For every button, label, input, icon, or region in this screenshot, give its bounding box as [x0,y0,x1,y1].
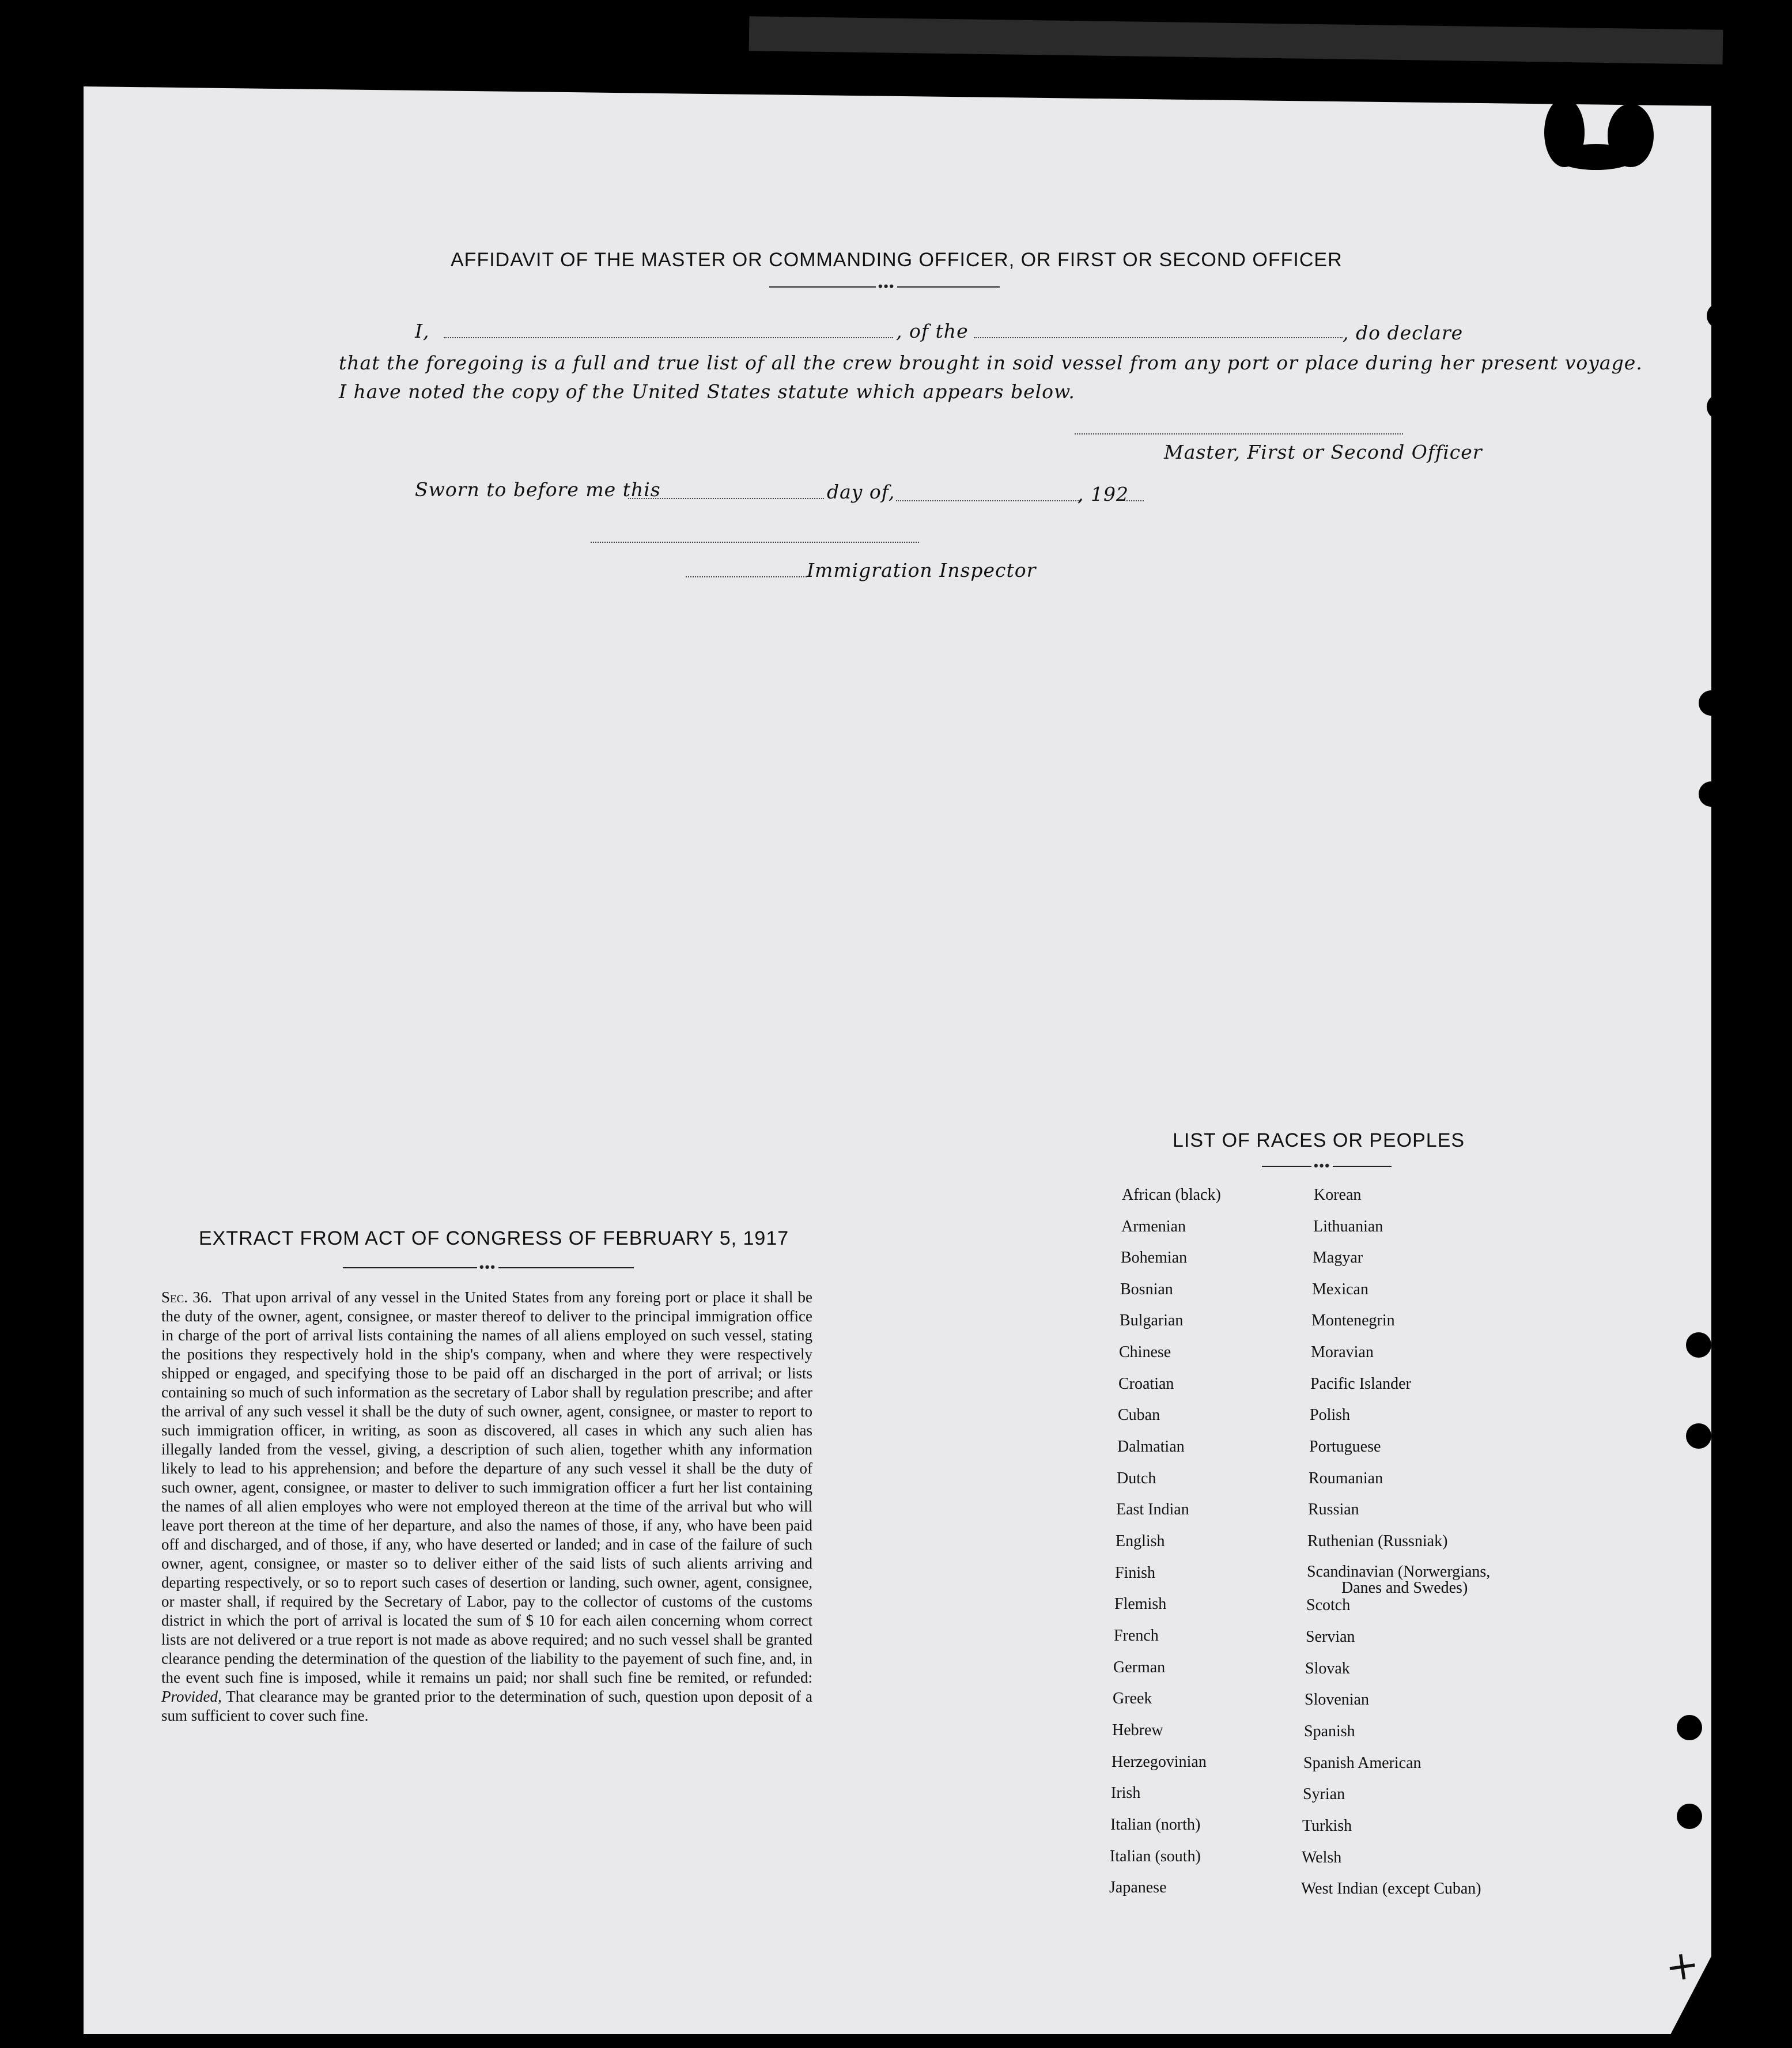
race-item: African (black) [1122,1186,1221,1204]
race-item: Herzegovinian [1112,1753,1207,1771]
race-item: Hebrew [1112,1721,1163,1739]
race-item: Pacific Islander [1310,1375,1411,1393]
race-item: Roumanian [1309,1469,1383,1487]
punch-hole [1707,394,1732,420]
signature-label: Master, First or Second Officer [1164,441,1483,463]
signature-blank[interactable] [1075,433,1403,434]
sworn-day-of: day of, [827,481,895,503]
sworn-year-blank[interactable] [1126,500,1144,501]
declare-of-the: , of the [896,320,969,342]
punch-hole [1699,690,1724,716]
race-item: Portuguese [1309,1438,1381,1456]
race-item: Welsh [1302,1849,1342,1866]
race-item: Syrian [1303,1785,1345,1803]
declaration-text: that the foregoing is a full and true list of all the crew brought in soid vessel from any port or place during her present voyage. [339,352,1643,374]
race-item: West Indian (except Cuban) [1301,1880,1481,1898]
rule-ornament: ••• [477,1260,498,1275]
rule-ornament: ••• [876,279,897,294]
race-item: Polish [1310,1406,1351,1424]
position-blank[interactable] [974,337,1343,338]
rule-ornament: ••• [1311,1158,1333,1173]
handwritten-mark: + [1662,1940,1703,1992]
statute-text [161,1288,812,1725]
race-item: Danes and Swedes) [1341,1579,1468,1597]
race-item: Servian [1306,1628,1355,1646]
race-item: Spanish [1304,1722,1355,1740]
sworn-month-blank[interactable] [896,500,1080,501]
race-item: German [1113,1658,1166,1676]
extract-title: EXTRACT FROM ACT OF CONGRESS OF FEBRUARY 5, 1917 [199,1227,789,1249]
race-item: Dutch [1117,1469,1156,1487]
inspector-name-blank[interactable] [686,576,807,577]
race-item: Cuban [1118,1406,1160,1424]
race-item: Slovenian [1305,1691,1369,1709]
race-item: Italian (south) [1110,1847,1201,1865]
sworn-prefix: Sworn to before me this [415,478,661,501]
race-item: Scandinavian (Norwergians, [1307,1563,1491,1581]
sworn-day-blank[interactable] [628,498,824,499]
race-item: Korean [1314,1186,1362,1204]
race-item: Chinese [1119,1343,1171,1361]
inspector-label: Immigration Inspector [807,559,1037,581]
race-item: Slovak [1305,1660,1350,1677]
punch-hole [1686,1332,1711,1358]
race-item: Dalmatian [1117,1438,1185,1456]
race-item: Lithuanian [1313,1218,1383,1235]
race-item: Scotch [1306,1596,1351,1614]
race-item: Italian (north) [1110,1816,1201,1834]
race-item: Spanish American [1303,1754,1421,1772]
punch-hole [1677,1715,1702,1740]
punch-hole [1707,303,1732,328]
race-item: Magyar [1313,1249,1363,1267]
race-item: French [1114,1627,1159,1645]
race-item: Mexican [1312,1280,1368,1298]
race-item: Ruthenian (Russniak) [1307,1532,1448,1550]
name-blank[interactable] [444,337,893,338]
statute-note: I have noted the copy of the United States statute which appears below. [339,380,1075,403]
inspector-signature-blank[interactable] [591,542,919,543]
race-item: Greek [1113,1690,1152,1707]
statute-body: That upon arrival of any vessel in the United States from any foreing port or place it shall be the duty of the owner, agent, consignee, or master thereof to deliver to the principal immigration office in charge of the port of arrival lists containing the names of all aliens employed on such vessel, stating the positions they respectively hold in the ship's company, when and where they were respectively shipped or engaged, and specifying those to be paid off an discharged in the port of arrival; or lists containing so much of such information as the secretary of Labor shall by regulation prescribe; and after the arrival of any such vessel it shall be the duty of such owner, agent, consignee, or master to report to such immigration officer, in writing, as soon as discovered, all cases in which any such alien has illegally landed from the vessel, giving, a description of such alien, together whith any information likely to lead to his apprehension; and before the departure of any such vessel it shall be the duty of such owner, agent, consignee, or master to deliver to such immigration officer a furt her list containing the names of all alien employes who were not employed thereon at the time of the arrival but who will leave port thereon at the time of her departure, and also the names of those, if any, who have been paid off and discharged, and of those, if any, who have deserted or landed; and in case of the failure of such owner, agent, consignee, or master so to deliver either of the said lists of such alients arriving and departing respectively, or so to report such cases of desertion or landing, such owner, agent, consignee, or master shall, if required by the Secretary of Labor, pay to the collector of customs of the customs district in which the port of arrival is located the sum of $ 10 for each ailen concerning whom correct lists are not delivered or a true report is not made as above required; and no such vessel shall be granted clearance pending the determination of the question of the liability to the payement of such fine, and, in the event such fine is imposed, while it remains un paid; nor shall such fine be remited, or refunded: [161,1288,812,1686]
punch-hole [1699,781,1724,807]
section-label: Sec. 36. [161,1288,212,1306]
race-item: Bosnian [1120,1280,1173,1298]
statute-body-end: That clearance may be granted prior to the determination of such, question upon deposit of a sum sufficient to cover such fine. [161,1688,813,1724]
race-item: Finish [1115,1564,1156,1582]
race-item: English [1116,1532,1165,1550]
race-item: Irish [1111,1784,1141,1802]
race-item: East Indian [1116,1501,1189,1518]
declare-i: I, [415,320,430,342]
document-page [84,86,1711,2034]
ink-smudge [1556,144,1636,170]
sworn-year: , 192 [1078,483,1129,505]
race-item: Bohemian [1121,1249,1188,1267]
race-item: Moravian [1311,1343,1374,1361]
race-item: Russian [1308,1501,1359,1518]
races-title: LIST OF RACES OR PEOPLES [1173,1129,1465,1151]
punch-hole [1686,1423,1711,1449]
affidavit-title: AFFIDAVIT OF THE MASTER OR COMMANDING OFFICER, OR FIRST OR SECOND OFFICER [451,249,1343,271]
race-item: Montenegrin [1311,1312,1395,1329]
race-item: Croatian [1118,1375,1174,1393]
race-item: Bulgarian [1120,1312,1184,1329]
race-item: Turkish [1302,1817,1352,1835]
race-item: Japanese [1109,1879,1167,1896]
punch-hole [1677,1804,1702,1829]
race-item: Flemish [1114,1595,1167,1613]
race-item: Armenian [1121,1218,1186,1235]
provided-word: Provided, [161,1688,222,1705]
declare-do: , do declare [1343,322,1464,344]
